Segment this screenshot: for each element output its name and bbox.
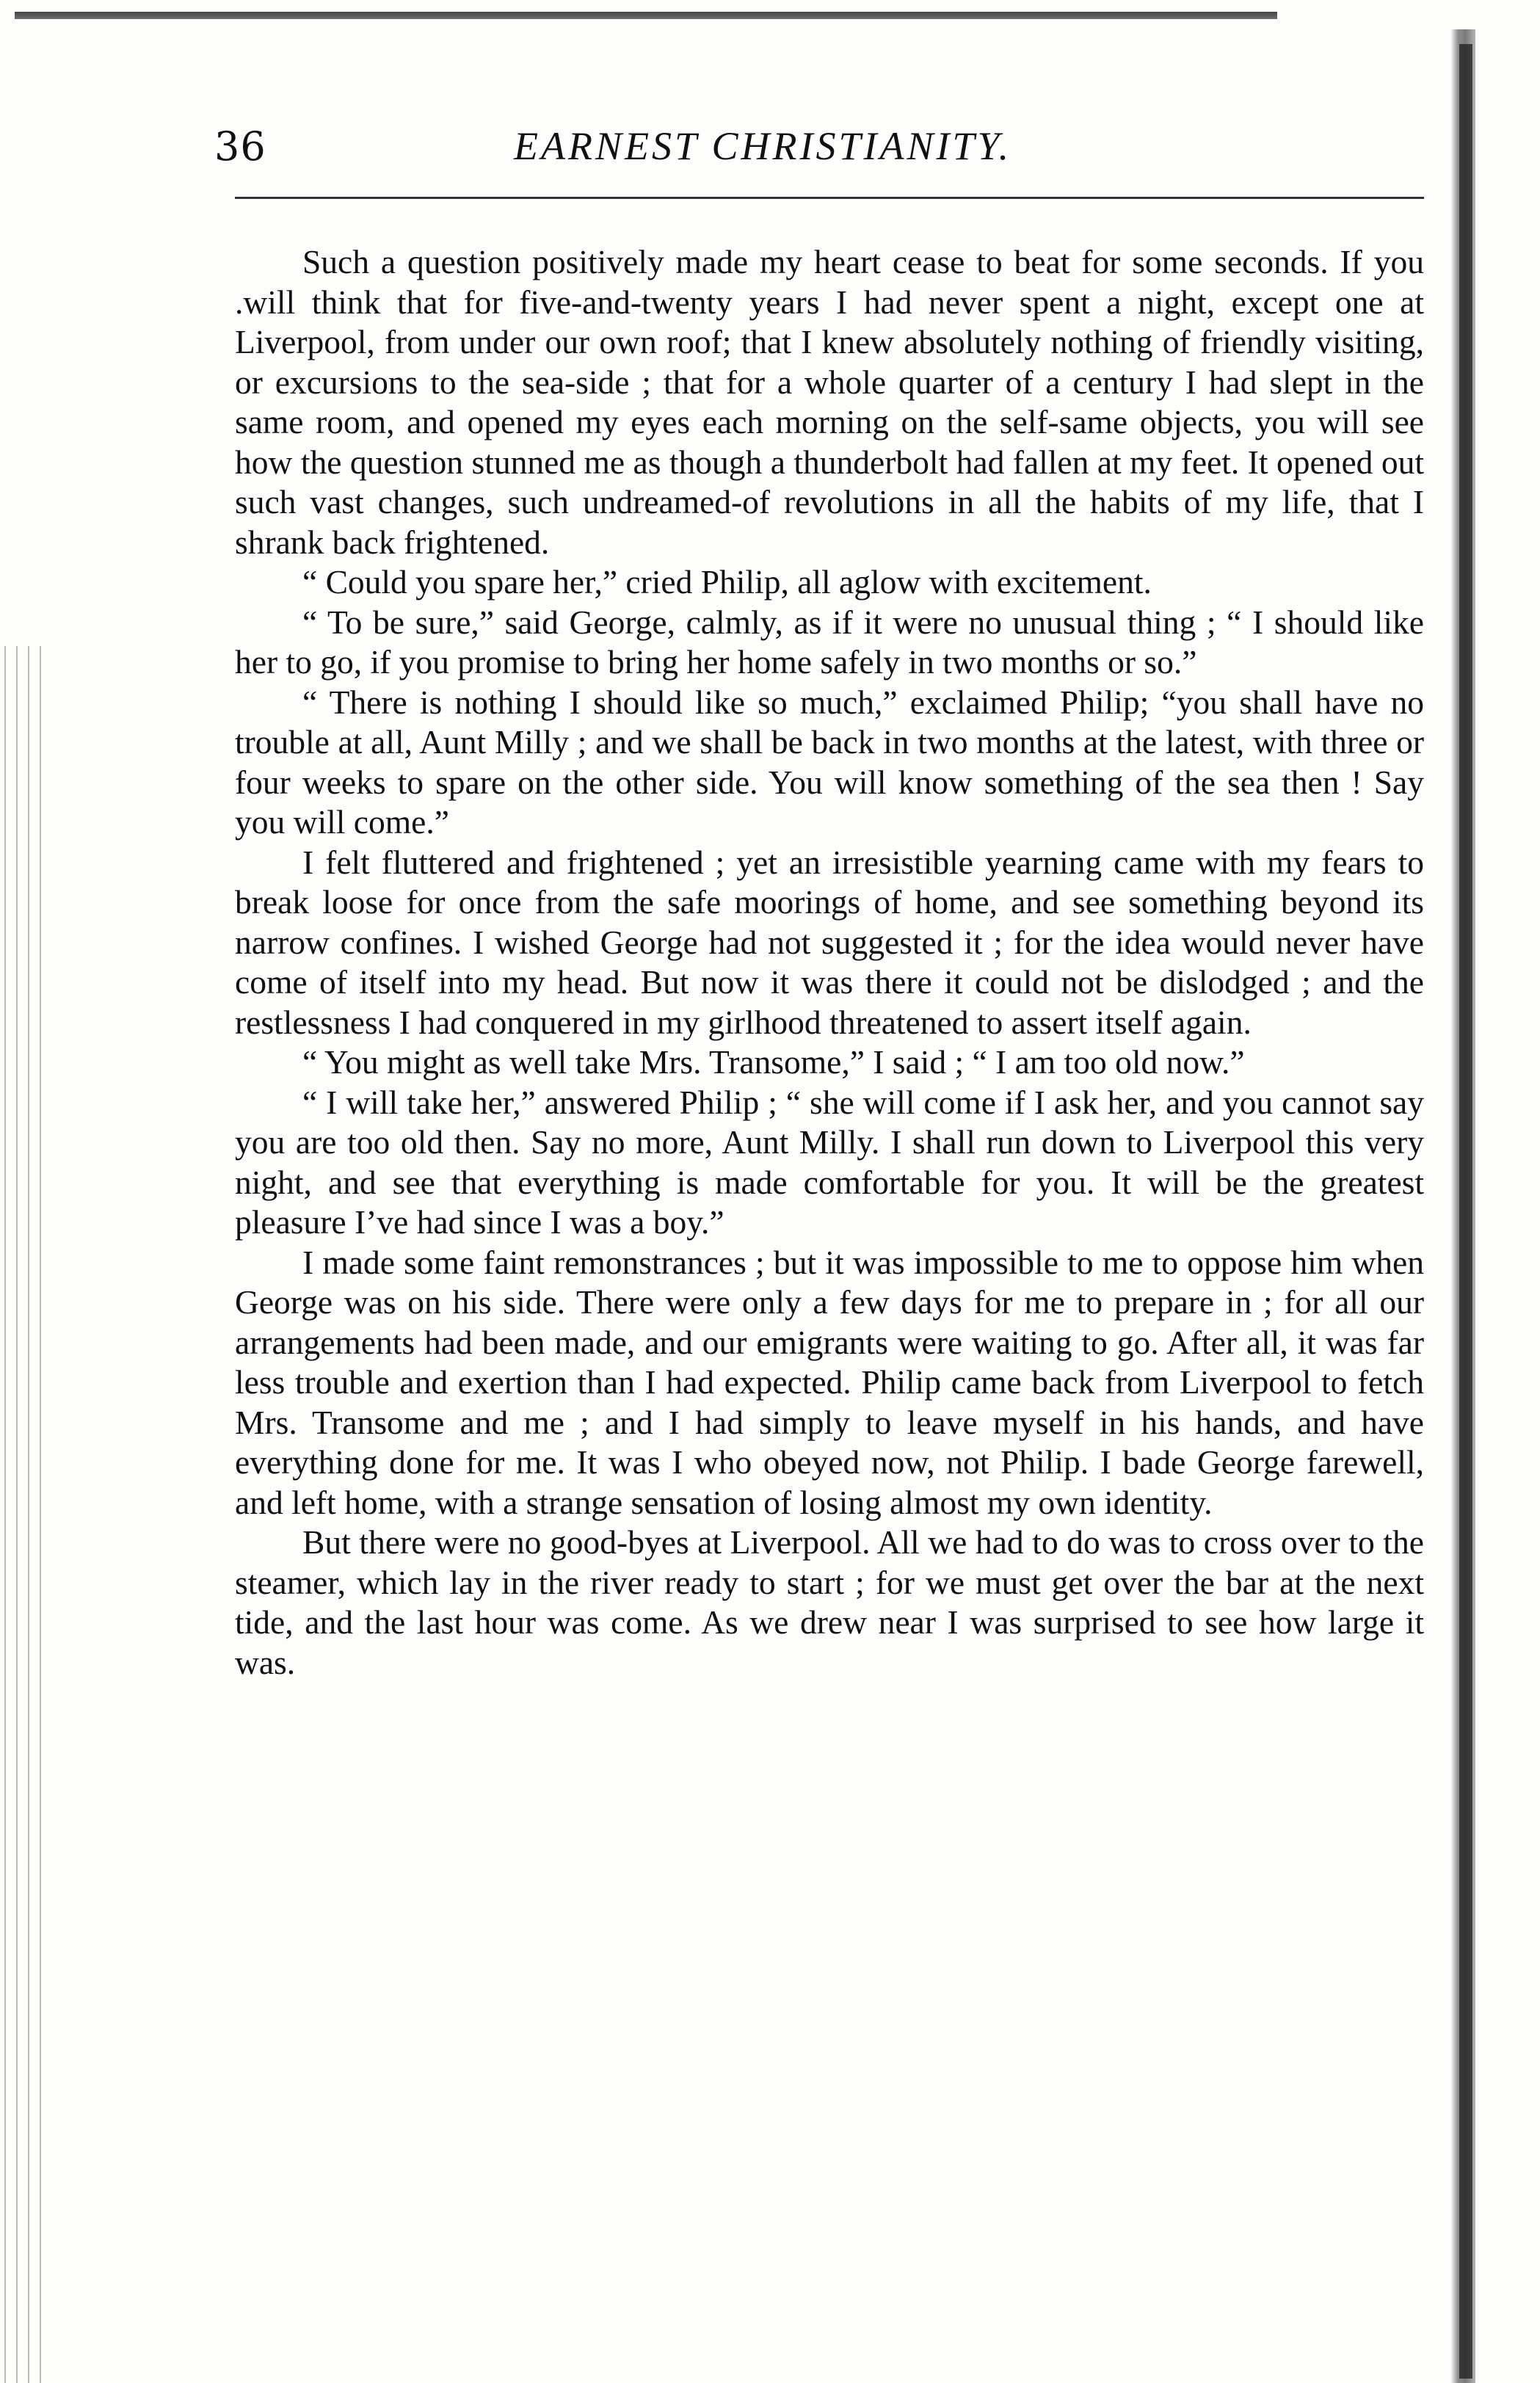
paragraph: “ To be sure,” said George, calmly, as if it were no unusual thing ; “ I should like her to go, if you promise to bring her home safely in two months or so.” (235, 603, 1424, 681)
header-rule (235, 197, 1424, 199)
paragraph: Such a question positively made my heart cease to beat for some seconds. If you .will think that for five-and-twenty years I had never spent a night, except one at Liverpool, from under our own roof; that I knew absolutely nothing of friendly visiting, or excursions to the sea-side ; that for a whole quarter of a century I had slept in the same room, and opened my eyes each morning on the self-same objects, you will see how the question stunned me as though a thunderbolt had fallen at my feet. It opened out such vast changes, such undreamed-of revolutions in all the habits of my life, that I shrank back frightened. (235, 243, 1424, 561)
body-text (235, 242, 1424, 1683)
paragraph: I felt fluttered and frightened ; yet an irresistible yearning came with my fears to break loose for once from the safe moorings of home, and see something beyond its narrow confines. I wished George had not suggested it ; for the idea would never have come of itself into my head. But now it was there it could not be dislodged ; and the restlessness I had conquered in my girlhood threatened to assert itself again. (235, 843, 1424, 1041)
paragraph: “ I will take her,” answered Philip ; “ she will come if I ask her, and you cannot say you are too old then. Say no more, Aunt Milly. I shall run down to Liverpool this very night, and see that everything is made comfortable for you. It will be the greatest pleasure I’ve had since I was a boy.” (235, 1083, 1424, 1241)
paragraph: “ Could you spare her,” cried Philip, all aglow with excitement. (302, 563, 1152, 601)
paragraph: I made some faint remonstrances ; but it was impossible to me to oppose him when George was on his side. There were only a few days for me to prepare in ; for all our arrangements had been made, and our emigrants were waiting to go. After all, it was far less trouble and exertion than I had expected. Philip came back from Liverpool to fetch Mrs. Transome and me ; and I had simply to leave myself in his hands, and have everything done for me. It was I who obeyed now, not Philip. I bade George farewell, and left home, with a strange sensation of losing almost my own identity. (235, 1243, 1424, 1521)
scan-left-edge (0, 646, 44, 2383)
book-spine-shadow (1459, 44, 1472, 2379)
paragraph: But there were no good-byes at Liverpool. All we had to do was to cross over to the steamer, which lay in the river ready to start ; for we must get over the bar at the next tide, and the last hour was come. As we drew near I was surprised to see how large it was. (235, 1523, 1424, 1681)
paragraph: “ There is nothing I should like so much,” exclaimed Philip; “you shall have no trouble at all, Aunt Milly ; and we shall be back in two months at the latest, with three or four weeks to spare on the other side. You will know something of the sea then ! Say you will come.” (235, 683, 1424, 841)
paragraph: “ You might as well take Mrs. Transome,” I said ; “ I am too old now.” (302, 1043, 1245, 1081)
running-title: EARNEST CHRISTIANITY. (514, 124, 1012, 168)
scan-top-rule (15, 12, 1277, 19)
running-head (214, 123, 1433, 182)
page-number: 36 (214, 123, 266, 170)
